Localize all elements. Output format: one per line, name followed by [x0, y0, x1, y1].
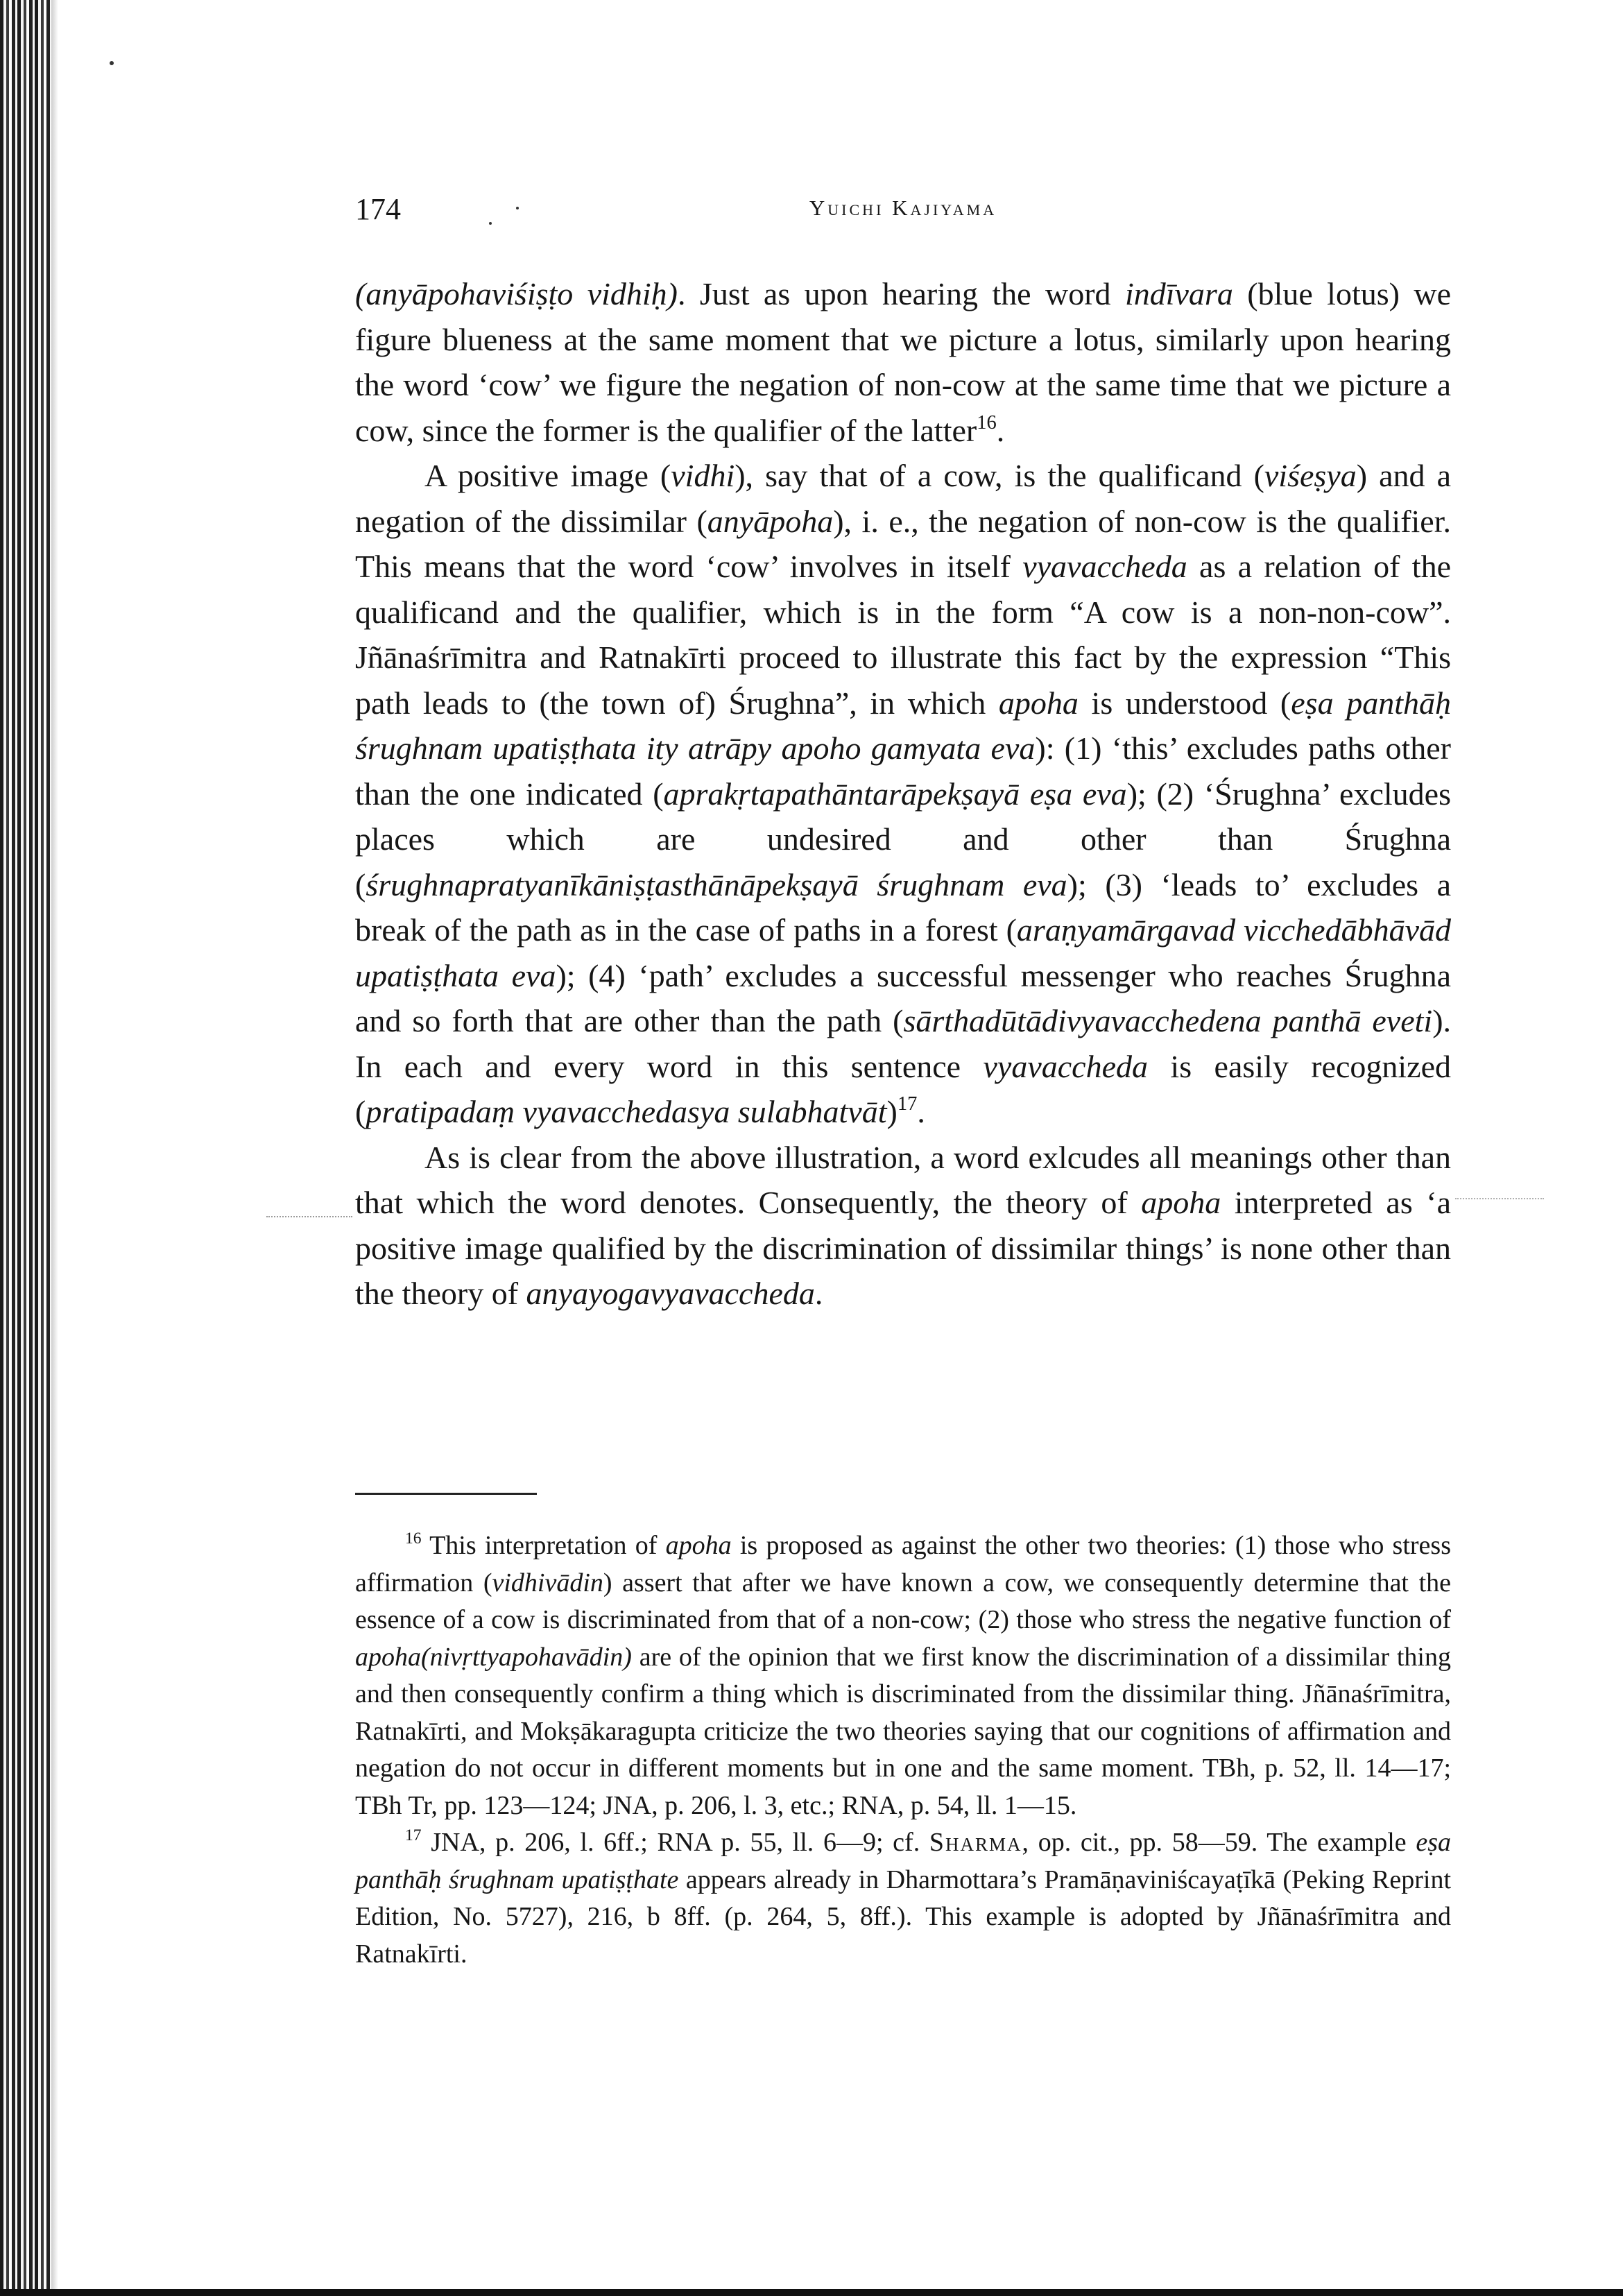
text-run: .: [814, 1276, 823, 1311]
text-run: ); (2) ‘Śrughna’ excludes places which are undesired and other than Śrughna (: [355, 776, 1451, 902]
italic-term: indīvara: [1124, 276, 1233, 311]
italic-term: apoha: [1141, 1185, 1221, 1220]
text-run: This interpretation of: [421, 1531, 666, 1560]
italic-term: viśeṣya: [1264, 458, 1357, 493]
italic-term: vidhivādin: [492, 1568, 603, 1597]
text-run: ) and a negation of the dissimilar (: [355, 458, 1452, 539]
italic-term: vyavaccheda: [983, 1048, 1149, 1084]
text-run: ) assert that after we have known a cow, we consequently determine that the essence of a cow is discriminated from that of a non-cow; (2) those who stress the negative function of: [355, 1568, 1451, 1634]
small-caps-name: Sharma: [929, 1828, 1022, 1857]
italic-term: vidhi: [671, 458, 735, 493]
page-header: [355, 191, 1451, 233]
italic-term: apoha: [998, 685, 1079, 721]
text-run: As is clear from the above illustration, a word exlcudes all meanings other than that which the word denotes. Consequently, the theory of: [355, 1139, 1451, 1220]
italic-term: apoha(nivṛttyapohavādin): [355, 1642, 632, 1672]
text-run: is easily recognized (: [355, 1048, 1451, 1129]
text-run: ), i. e., the negation of non-cow is the qualifier. This means that the word ‘cow’ involves in itself: [355, 503, 1451, 584]
footnote-marker: 17: [897, 1093, 918, 1115]
italic-term: (anyāpohaviśiṣṭo vidhiḥ): [355, 276, 678, 311]
italic-term: apoha: [665, 1531, 732, 1560]
paragraph: [355, 453, 1451, 1135]
footnote-marker: 16: [977, 411, 997, 434]
text-run: ); (4) ‘path’ excludes a successful messenger who reaches Śrughna and so forth that are other than the path (: [355, 957, 1452, 1038]
scan-speck: [110, 61, 114, 65]
paragraph: [355, 1135, 1451, 1317]
page-bottom-edge: [0, 2289, 1623, 2296]
text-run: is understood (: [1078, 685, 1291, 721]
text-run: interpreted as ‘a positive image qualified by the discrimination of dissimilar things’ is none other than the theory of: [355, 1185, 1451, 1311]
footnote-17: [355, 1824, 1451, 1973]
italic-term: vyavaccheda: [1022, 549, 1187, 584]
text-run: .: [996, 412, 1005, 448]
text-run: ), say that of a cow, is the qualificand (: [735, 458, 1264, 493]
text-run: appears already in Dharmottara’s Pramāṇaviniścayaṭīkā (Peking Reprint Edition, No. 5727), 216, b 8ff. (p. 264, 5, 8ff.). This example is adopted by Jñānaśrīmitra and Ratnakīrti.: [355, 1865, 1451, 1969]
footnote-16: [355, 1527, 1451, 1824]
italic-term: anyayogavyavaccheda: [526, 1276, 815, 1311]
italic-term: eṣa panthāḥ śrughnam upatiṣṭhata ity atrāpy apoho gamyata eva: [355, 685, 1451, 766]
footnotes: [355, 1527, 1451, 1973]
binding-shadow: [51, 0, 58, 2296]
binding-edge: [0, 0, 51, 2296]
italic-term: śrughnapratyanīkāniṣṭasthānāpekṣayā śrughnam eva: [366, 866, 1067, 902]
footnote-separator: [355, 1493, 537, 1495]
text-run: (blue lotus) we figure blueness at the same moment that we picture a lotus, similarly upon hearing the word ‘cow’ we figure the negation of non-cow at the same time that we picture a cow, since the former is the qualifier of the latter: [355, 276, 1452, 448]
text-run: ): (1) ‘this’ excludes paths other than the one indicated (: [355, 730, 1452, 812]
text-run: as a relation of the qualificand and the qualifier, which is in the form “A cow is a non-non-cow”. Jñānaśrīmitra and Ratnakīrti proceed to illustrate this fact by the expression “This path leads to (the town of) Śrughna”, in which: [355, 549, 1451, 721]
margin-dotted-line-left: [266, 1216, 352, 1217]
text-run: A positive image (: [424, 458, 671, 493]
text-run: JNA, p. 206, l. 6ff.; RNA p. 55, ll. 6—9; cf.: [421, 1828, 929, 1857]
text-run: are of the opinion that we first know the discrimination of a dissimilar thing and then consequently confirm a thing which is discriminated from the dissimilar thing. Jñānaśrīmitra, Ratnakīrti, and Mokṣākaragupta criticize the two theories saying that our cognitions of affirmation and negation do not occur in different moments but in one and the same moment. TBh, p. 52, ll. 14—17; TBh Tr, pp. 123—124; JNA, p. 206, l. 3, etc.; RNA, p. 54, ll. 1—15.: [355, 1642, 1451, 1820]
italic-term: pratipadaṃ vyavacchedasya sulabhatvāt: [366, 1094, 887, 1129]
page-number: 174: [355, 192, 401, 226]
body-text: [355, 271, 1451, 1317]
footnote-marker: 17: [405, 1826, 422, 1845]
margin-dotted-line-right: [1455, 1198, 1544, 1199]
text-run: .: [917, 1094, 925, 1129]
running-head: Yuichi Kajiyama: [809, 196, 997, 220]
italic-term: eṣa panthāḥ śrughnam upatiṣṭhate: [355, 1828, 1451, 1894]
italic-term: aprakṛtapathāntarāpekṣayā eṣa eva: [663, 776, 1127, 812]
italic-term: sārthadūtādivyavacchedena panthā eveti: [903, 1003, 1433, 1038]
text-run: is proposed as against the other two theories: (1) those who stress affirmation (: [355, 1531, 1451, 1597]
text-run: ); (3) ‘leads to’ excludes a break of the path as in the case of paths in a forest (: [355, 866, 1451, 948]
footnote-marker: 16: [405, 1530, 422, 1548]
text-run: ): [886, 1094, 898, 1129]
text-run: , op. cit., pp. 58—59. The example: [1022, 1828, 1416, 1857]
italic-term: araṇyamārgavad vicchedābhāvād upatiṣṭhata eva: [355, 912, 1452, 993]
paragraph: [355, 271, 1451, 453]
text-run: ). In each and every word in this sentence: [355, 1003, 1452, 1084]
text-run: . Just as upon hearing the word: [678, 276, 1125, 311]
italic-term: anyāpoha: [707, 503, 834, 539]
